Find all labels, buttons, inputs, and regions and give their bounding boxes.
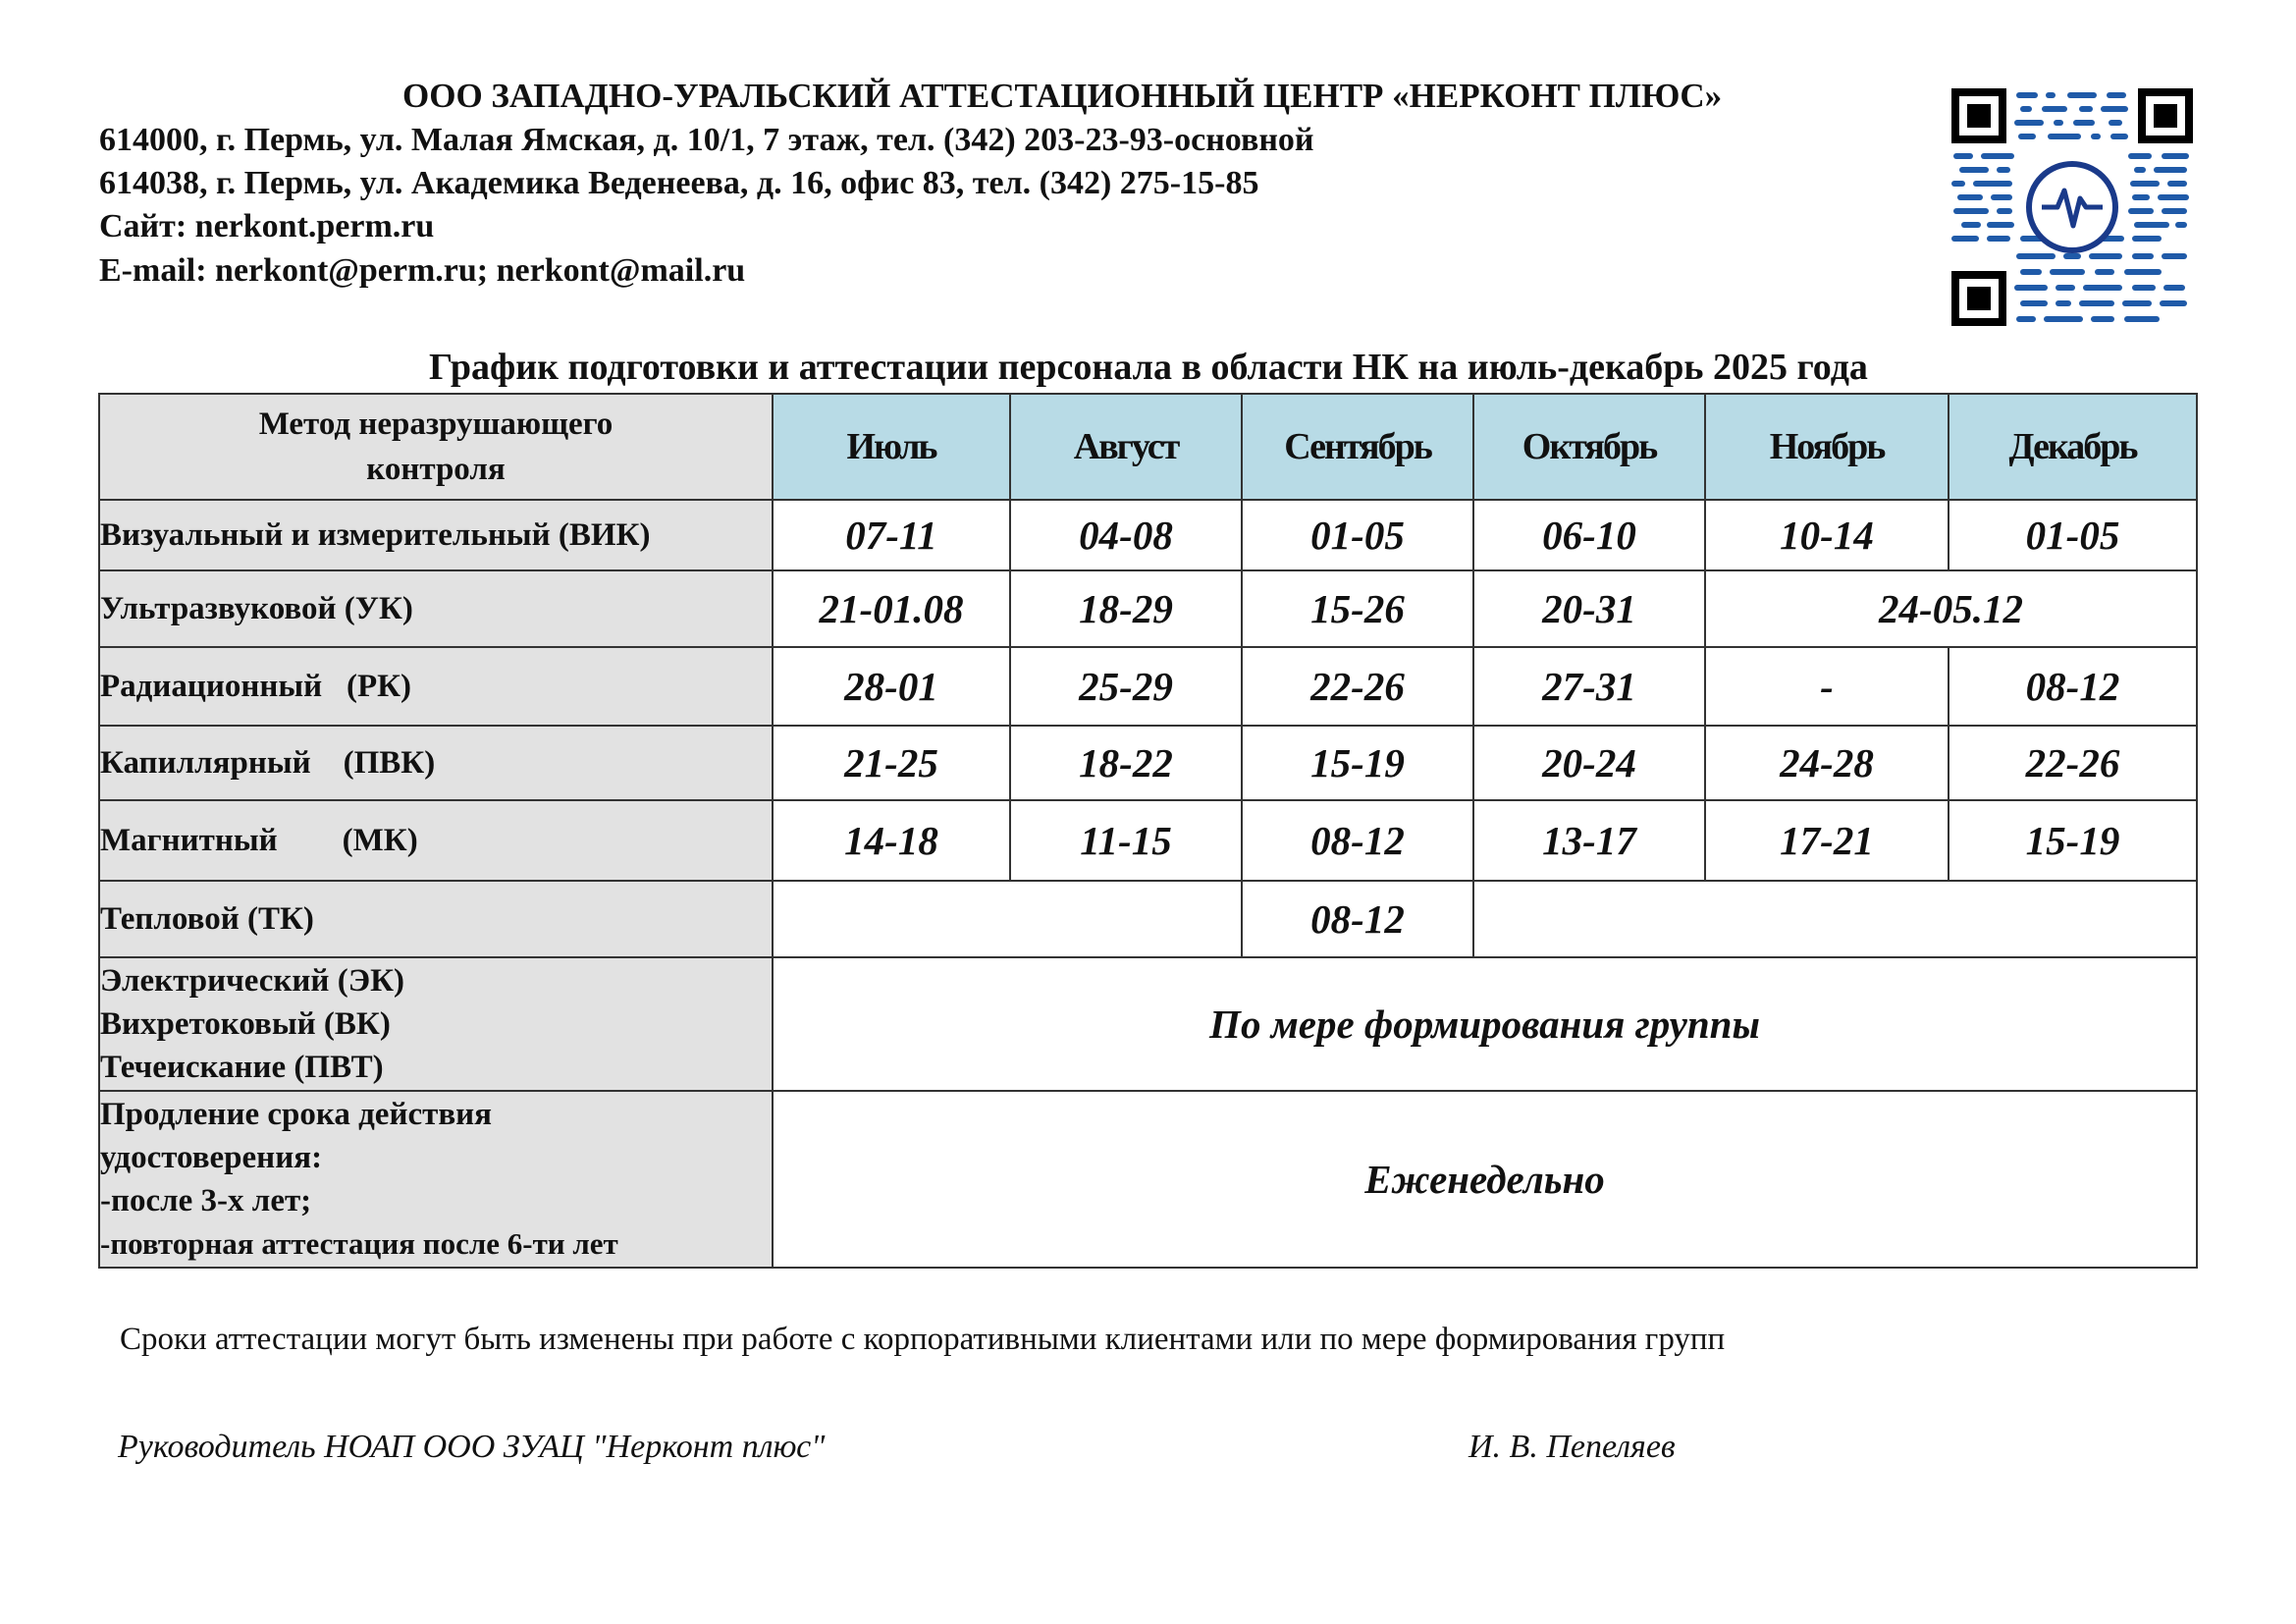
date-cell: 04-08 [1010,500,1242,570]
date-cell: 13-17 [1473,800,1705,881]
signature-position: Руководитель НОАП ООО ЗУАЦ "Нерконт плюс" [118,1429,826,1465]
renewal-schedule-cell: Еженедельно [773,1091,2197,1268]
date-cell: 24-05.12 [1705,570,2197,647]
method-line: Электрический (ЭК) [100,963,404,999]
table-row [99,800,2197,881]
method-line: Течеискание (ПВТ) [100,1050,384,1085]
table-row [99,500,2197,570]
month-header: Декабрь [1949,394,2197,500]
method-column-header [99,394,773,500]
method-line: Продление срока действия [100,1097,493,1132]
date-cell: 06-10 [1473,500,1705,570]
org-name: ООО ЗАПАДНО-УРАЛЬСКИЙ АТТЕСТАЦИОННЫЙ ЦЕНТР «НЕРКОНТ ПЛЮС» [402,77,1723,115]
table-row [99,726,2197,800]
table-row [99,1091,2197,1268]
method-cell [99,957,773,1091]
group-schedule-cell: По мере формирования группы [773,957,2197,1091]
date-cell: 25-29 [1010,647,1242,726]
month-header: Июль [773,394,1010,500]
date-cell: 21-01.08 [773,570,1010,647]
schedule-title: График подготовки и аттестации персонала в области НК на июль-декабрь 2025 года [429,347,1868,388]
method-cell: Капиллярный (ПВК) [99,726,773,800]
date-cell: 28-01 [773,647,1010,726]
method-cell [99,1091,773,1268]
method-line: удостоверения: [100,1140,323,1175]
schedule-note: Сроки аттестации могут быть изменены при работе с корпоративными клиентами или по мере формирования групп [120,1322,1726,1357]
table-row [99,647,2197,726]
month-header: Сентябрь [1242,394,1473,500]
address-line-2: 614038, г. Пермь, ул. Академика Веденеева, д. 16, офис 83, тел. (342) 275-15-85 [99,165,1259,201]
month-header: Ноябрь [1705,394,1949,500]
date-cell: 20-24 [1473,726,1705,800]
date-cell: 15-26 [1242,570,1473,647]
schedule-table [98,393,2198,1269]
method-cell: Ультразвуковой (УК) [99,570,773,647]
date-cell: 10-14 [1705,500,1949,570]
month-header: Октябрь [1473,394,1705,500]
date-cell: 08-12 [1242,800,1473,881]
month-header: Август [1010,394,1242,500]
method-header-line: Метод неразрушающего [258,406,614,442]
date-cell: 21-25 [773,726,1010,800]
date-cell: 22-26 [1242,647,1473,726]
date-cell: 20-31 [1473,570,1705,647]
empty-cell [773,881,1242,957]
table-row [99,881,2197,957]
qr-code [1951,88,2193,326]
date-cell: 17-21 [1705,800,1949,881]
date-cell: 01-05 [1242,500,1473,570]
date-cell: 18-22 [1010,726,1242,800]
date-cell: - [1705,647,1949,726]
date-cell: 07-11 [773,500,1010,570]
method-cell: Магнитный (МК) [99,800,773,881]
date-cell: 15-19 [1242,726,1473,800]
date-cell: 24-28 [1705,726,1949,800]
date-cell: 22-26 [1949,726,2197,800]
table-row [99,570,2197,647]
method-line: Вихретоковый (ВК) [100,1006,391,1042]
method-header-line: контроля [366,452,506,487]
date-cell: 08-12 [1242,881,1473,957]
site-line: Сайт: nerkont.perm.ru [99,208,435,244]
date-cell: 11-15 [1010,800,1242,881]
date-cell: 01-05 [1949,500,2197,570]
date-cell: 08-12 [1949,647,2197,726]
empty-cell [1473,881,2197,957]
date-cell: 27-31 [1473,647,1705,726]
method-cell: Радиационный (РК) [99,647,773,726]
date-cell: 15-19 [1949,800,2197,881]
date-cell: 18-29 [1010,570,1242,647]
method-cell: Тепловой (ТК) [99,881,773,957]
method-line: -повторная аттестация после 6-ти лет [100,1226,618,1261]
table-row [99,957,2197,1091]
method-cell: Визуальный и измерительный (ВИК) [99,500,773,570]
address-line-1: 614000, г. Пермь, ул. Малая Ямская, д. 10/1, 7 этаж, тел. (342) 203-23-93-основной [99,122,1314,158]
method-line: -после 3-х лет; [100,1183,312,1218]
signature-name: И. В. Пепеляев [1468,1429,1676,1465]
table-header-row [99,394,2197,500]
email-line: E-mail: nerkont@perm.ru; nerkont@mail.ru [99,252,746,289]
date-cell: 14-18 [773,800,1010,881]
